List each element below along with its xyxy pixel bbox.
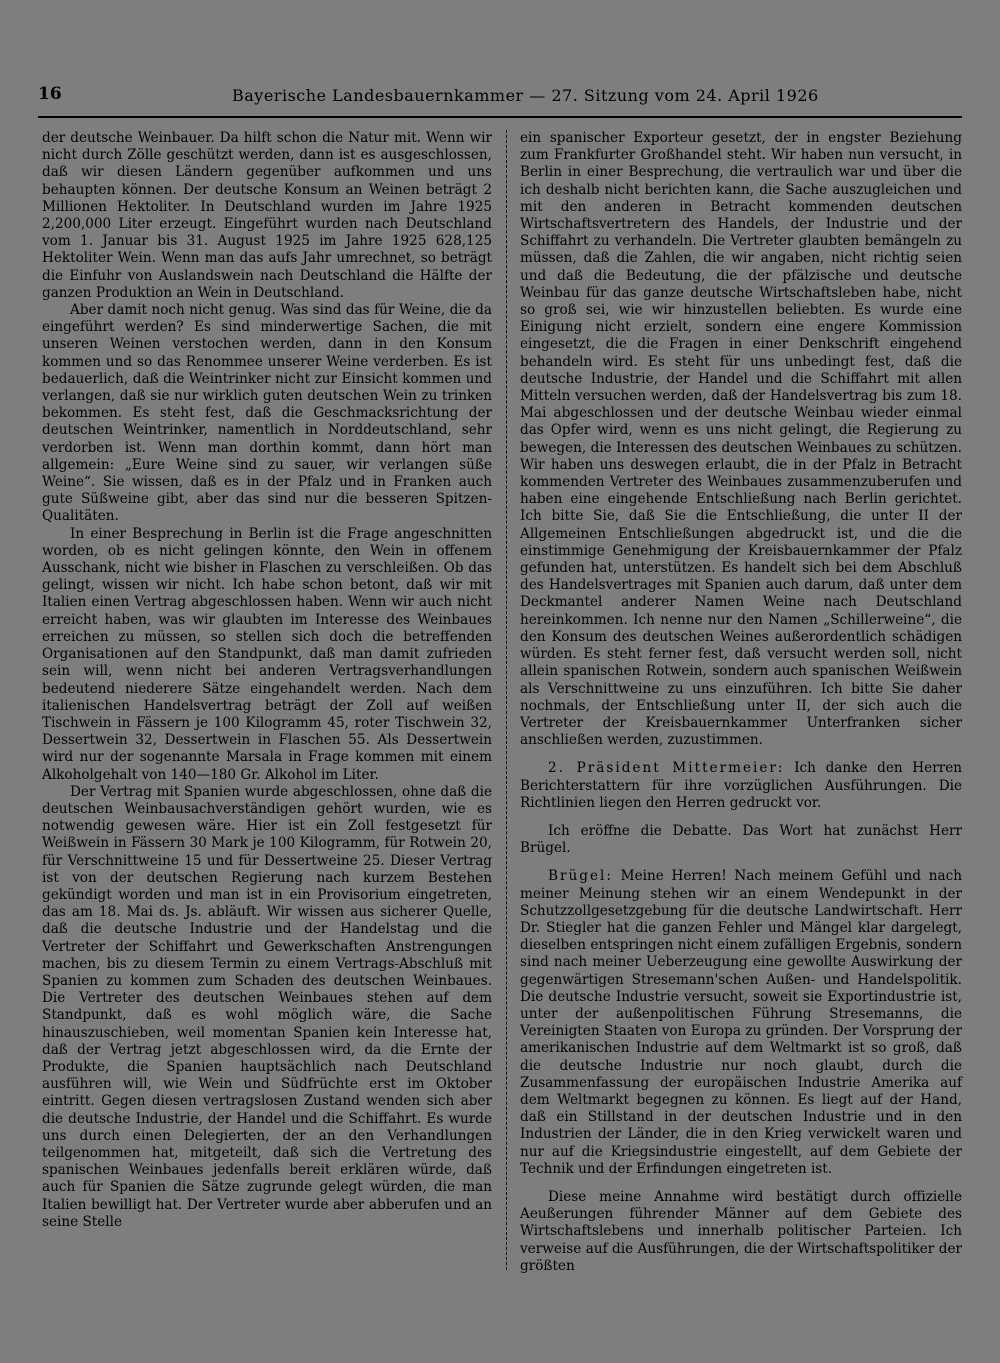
speaker-text: Meine Herren! Nach meinem Gefühl und nach meiner Meinung stehen wir an einem Wendepunkt in der Schutzzollgesetzgebung für die deutsche Landwirtschaft. Herr Dr. Stiegler hat die ganzen Fehler und Mängel klar dargelegt, dieselben entspringen nicht einem zufälligen Ergebnis, sondern sind nach meiner Ueberzeugung eine gewollte Auswirkung der gegenwärtigen Stresemann'schen Außen- und Handelspolitik. Die deutsche Industrie versucht, soweit sie Exportindustrie ist, unter der außenpolitischen Führung Stresemanns, die Vereinigten Staaten von Europa zu gründen. Der Vorsprung der amerikanischen Industrie auf dem Weltmarkt ist so groß, daß die deutsche Industrie nur noch glaubt, durch die Zusammenfassung der europäischen Industrie Amerika auf dem Weltmarkt begegnen zu können. Es liegt auf der Hand, daß ein Stillstand in der deutschen Industrie und in den Industrien der Länder, die in den Krieg verwickelt waren und nur auf die Kriegsindustrie eingestellt, auf dem Gebiete der Technik und der Erfindungen eingetreten ist. <box>520 868 962 1177</box>
speaker-text: Ich danke den Herren Berichterstattern für ihre vorzüglichen Ausführungen. Die Richtlinien liegen den Herren gedruckt vor. <box>520 760 962 811</box>
running-head: Bayerische Landesbauernkammer — 27. Sitzung vom 24. April 1926 <box>232 86 819 105</box>
paragraph: In einer Besprechung in Berlin ist die Frage angeschnitten worden, ob es nicht gelingen könnte, den Wein in offenem Ausschank, nicht wie bisher in Flaschen zu verschleißen. Ob das gelingt, wissen wir nicht. Ich habe schon betont, daß wir mit Italien einen Vertrag abgeschlossen haben. Wenn wir auch nicht erreicht haben, was wir glaubten im Interesse des Weinbaues erreichen zu müssen, so stellen sich doch die betreffenden Organisationen auf den Standpunkt, daß man damit zufrieden sein will, wenn nicht bei anderen Vertragsverhandlungen bedeutend niederere Sätze eingehandelt werden. Nach dem italienischen Handelsvertrag beträgt der Zoll auf weißen Tischwein in Fässern je 100 Kilogramm 45, roter Tischwein 32, Dessertwein 32, Dessertwein in Flaschen 55. Als Dessertwein wird nur der sogenannte Marsala in Frage kommen mit einem Alkoholgehalt von 140—180 Gr. Alkohol im Liter. <box>42 525 492 783</box>
paragraph: Aber damit noch nicht genug. Was sind das für Weine, die da eingeführt werden? Es sind minderwertige Sachen, die mit unseren Weinen verstochen werden, dann in den Konsum kommen und so das Renommee unserer Weine verderben. Es ist bedauerlich, daß die Weintrinker nicht zur Einsicht kommen und verlangen, daß sie nur wirklich guten deutschen Wein zu trinken bekommen. Es steht fest, daß die Geschmacksrichtung der deutschen Weintrinker, namentlich in Norddeutschland, sehr verdorben ist. Wenn man dorthin kommt, dann hört man allgemein: „Eure Weine sind zu sauer, wir verlangen süße Weine“. Sie wissen, daß es in der Pfalz und in Franken auch gute Süßweine gibt, aber das sind nur die besseren Spitzen-Qualitäten. <box>42 302 492 525</box>
right-column <box>520 130 962 1275</box>
paragraph: Der Vertrag mit Spanien wurde abgeschlossen, ohne daß die deutschen Weinbausachverständigen gehört wurden, wie es notwendig gewesen wäre. Hier ist ein Zoll festgesetzt für Weißwein in Fässern 30 Mark je 100 Kilogramm, für Rotwein 20, für Verschnittweine 15 und für Dessertweine 25. Dieser Vertrag ist von der deutschen Regierung nach kurzem Bestehen gekündigt worden und man ist in ein Provisorium eingetreten, das am 18. Mai ds. Js. abläuft. Wir wissen aus sicherer Quelle, daß die deutsche Industrie und der Handelstag und die Vertreter der Schiffahrt und Gewerkschaften Anstrengungen machen, bis zu diesem Termin zu einem Vertrags-Abschluß mit Spanien zu kommen zum Schaden des deutschen Weinbaues. Die Vertreter des deutschen Weinbaues stehen auf dem Standpunkt, daß es wohl möglich wäre, die Sache hinauszuschieben, weil momentan Spanien kein Interesse hat, daß der Vertrag jetzt abgeschlossen wird, da die Ernte der Produkte, die Spanien hauptsächlich nach Deutschland ausführen will, wie Wein und Südfrüchte erst im Oktober eintritt. Gegen diesen vertragslosen Zustand wenden sich aber die deutsche Industrie, der Handel und die Schiffahrt. Es wurde uns durch einen Delegierten, der an den Verhandlungen teilgenommen hat, mitgeteilt, daß sich die Vertretung des spanischen Weinbaues jedenfalls bereit erklären würde, daß auch für Spanien die Sätze zugrunde gelegt würden, die man Italien bewilligt hat. Der Vertreter wurde aber abberufen und an seine Stelle <box>42 783 492 1230</box>
page-number: 16 <box>38 84 62 104</box>
left-column <box>42 130 492 1231</box>
paragraph: Diese meine Annahme wird bestätigt durch offizielle Aeußerungen führender Männer auf dem Gebiete des Wirtschaftslebens und innerhalb politischer Parteien. Ich verweise auf die Ausführungen, die der Wirtschaftspolitiker der größten <box>520 1188 962 1274</box>
header-rule <box>38 116 962 118</box>
column-divider <box>506 130 507 1270</box>
speaker-label: Brügel: <box>548 868 613 885</box>
paragraph: Ich eröffne die Debatte. Das Wort hat zunächst Herr Brügel. <box>520 822 962 857</box>
paragraph-president <box>520 760 962 812</box>
paragraph: ein spanischer Exporteur gesetzt, der in engster Beziehung zum Frankfurter Großhandel steht. Wir haben nun versucht, in Berlin in einer Besprechung, die vertraulich war und über die ich deshalb nicht berichten kann, die Sache auszugleichen und mit den anderen in Betracht kommenden deutschen Wirtschaftsvertretern des Handels, der Industrie und der Schiffahrt zu verhandeln. Die Vertreter glaubten bemängeln zu müssen, daß die Zahlen, die wir angaben, nicht richtig seien und daß die Bedeutung, die der pfälzische und deutsche Weinbau für das ganze deutsche Wirtschaftsleben habe, nicht so groß sei, wie wir hinzustellen beliebten. Es wurde eine Einigung nicht erzielt, sondern eine engere Kommission eingesetzt, die die Fragen in einer Denkschrift eingehend behandeln wird. Es steht für uns unbedingt fest, daß die deutsche Industrie, der Handel und die Schiffahrt mit allen Mitteln versuchen werden, daß der Handelsvertrag bis zum 18. Mai abgeschlossen und der deutsche Weinbau wieder einmal das Opfer wird, wenn es uns nicht gelingt, die Regierung zu bewegen, die Interessen des deutschen Weinbaues zu schützen. Wir haben uns deswegen erlaubt, die in der Pfalz in Betracht kommenden Vertreter des Weinbaues zusammenzuberufen und haben eine eingehende Entschließung nach Berlin gerichtet. Ich bitte Sie, daß Sie die Entschließung, die unter II der Allgemeinen Entschließungen abgedruckt ist, und die die einstimmige Genehmigung der Kreisbauernkammer der Pfalz gefunden hat, unterstützen. Es handelt sich bei dem Abschluß des Handelsvertrages mit Spanien auch darum, daß unter dem Deckmantel anderer Namen Weine nach Deutschland hereinkommen. Ich nenne nur den Namen „Schillerweine“, die den Konsum des deutschen Weines außerordentlich schädigen würden. Es steht ferner fest, daß versucht werden soll, nicht allein spanischen Rotwein, sondern auch spanischen Weißwein als Verschnittweine zu uns einzuführen. Ich bitte Sie daher nochmals, der Entschließung unter II, der sich auch die Vertreter der Kreisbauernkammer Unterfranken sicher anschließen werden, zuzustimmen. <box>520 130 962 749</box>
paragraph: der deutsche Weinbauer. Da hilft schon die Natur mit. Wenn wir nicht durch Zölle geschützt werden, dann ist es ausgeschlossen, daß wir diesen Ländern gegenüber aufkommen und uns behaupten können. Der deutsche Konsum an Weinen beträgt 2 Millionen Hektoliter. In Deutschland wurden im Jahre 1925 2,200,000 Liter erzeugt. Eingeführt wurden nach Deutschland vom 1. Januar bis 31. August 1925 im Jahre 1925 628,125 Hektoliter Wein. Wenn man das aufs Jahr umrechnet, so beträgt die Einfuhr von Auslandswein nach Deutschland die Hälfte der ganzen Produktion an Wein in Deutschland. <box>42 130 492 301</box>
paragraph-bruegel <box>520 868 962 1178</box>
speaker-label: 2. Präsident Mittermeier: <box>548 760 785 777</box>
